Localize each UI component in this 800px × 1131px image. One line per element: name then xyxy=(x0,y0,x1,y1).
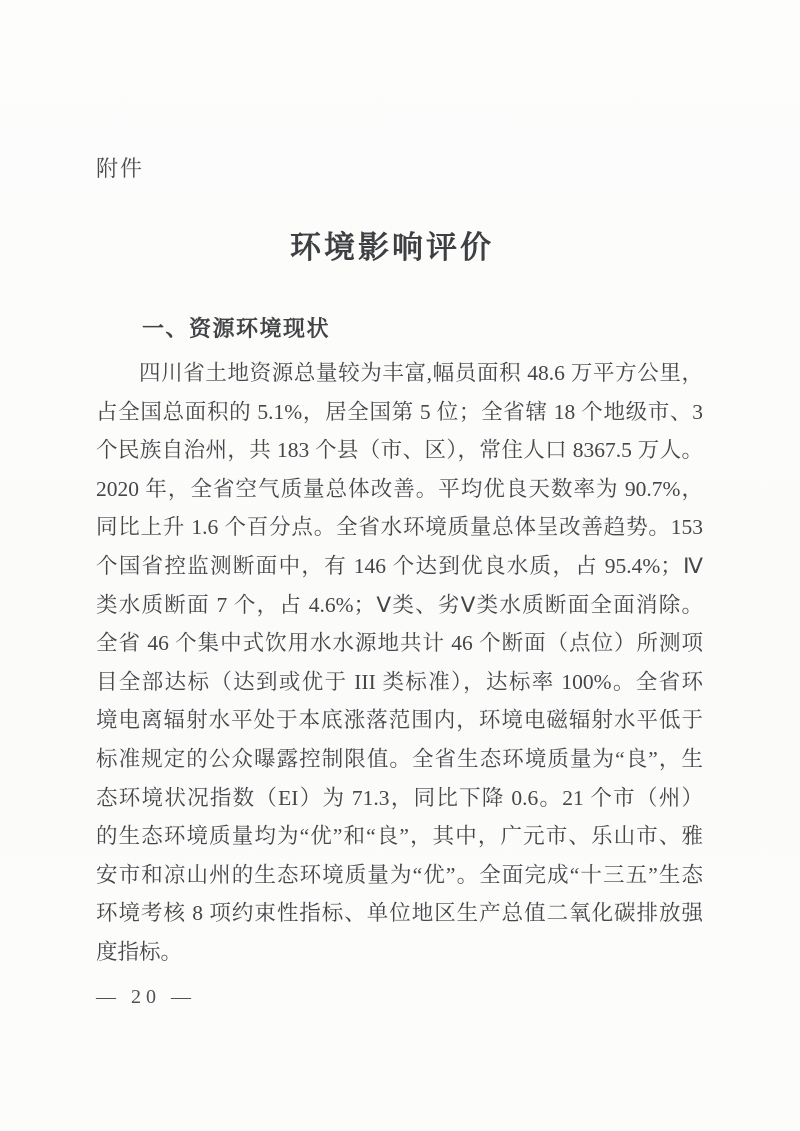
paragraph-line: 目全部达标（达到或优于 III 类标准），达标率 100%。全省环 xyxy=(96,669,703,694)
paragraph-line: 境电离辐射水平处于本底涨落范围内，环境电磁辐射水平低于 xyxy=(96,708,703,733)
paragraph-line: 全省 46 个集中式饮用水水源地共计 46 个断面（点位）所测项 xyxy=(96,631,703,656)
paragraph-line: 的生态环境质量均为“优”和“良”，其中，广元市、乐山市、雅 xyxy=(96,824,703,849)
paragraph-line: 环境考核 8 项约束性指标、单位地区生产总值二氧化碳排放强 xyxy=(96,901,703,926)
paragraph-line: 同比上升 1.6 个百分点。全省水环境质量总体呈改善趋势。153 xyxy=(96,515,703,540)
paragraph-line: 个国省控监测断面中，有 146 个达到优良水质，占 95.4%；Ⅳ xyxy=(96,553,703,578)
paragraph-line: 四川省土地资源总量较为丰富,幅员面积 48.6 万平方公里， xyxy=(139,361,703,385)
attachment-label: 附件 xyxy=(96,156,145,181)
paragraph-line: 安市和凉山州的生态环境质量为“优”。全面完成“十三五”生态 xyxy=(96,862,703,887)
paragraph-line: 2020 年，全省空气质量总体改善。平均优良天数率为 90.7%， xyxy=(96,476,703,501)
body-paragraph xyxy=(96,354,703,972)
paragraph-line: 标准规定的公众曝露控制限值。全省生态环境质量为“良”，生 xyxy=(96,746,703,771)
section-heading: 一、资源环境现状 xyxy=(142,316,331,341)
paragraph-line: 类水质断面 7 个，占 4.6%；Ⅴ类、劣Ⅴ类水质断面全面消除。 xyxy=(96,592,703,617)
paragraph-line: 占全国总面积的 5.1%，居全国第 5 位；全省辖 18 个地级市、3 xyxy=(96,399,703,424)
paragraph-line: 态环境状况指数（EI）为 71.3，同比下降 0.6。21 个市（州） xyxy=(96,785,703,810)
document-title: 环境影响评价 xyxy=(290,230,494,265)
paragraph-line: 个民族自治州，共 183 个县（市、区），常住人口 8367.5 万人。 xyxy=(96,438,703,463)
paragraph-line: 度指标。 xyxy=(96,939,183,964)
page-number: — 20 — xyxy=(96,986,196,1008)
